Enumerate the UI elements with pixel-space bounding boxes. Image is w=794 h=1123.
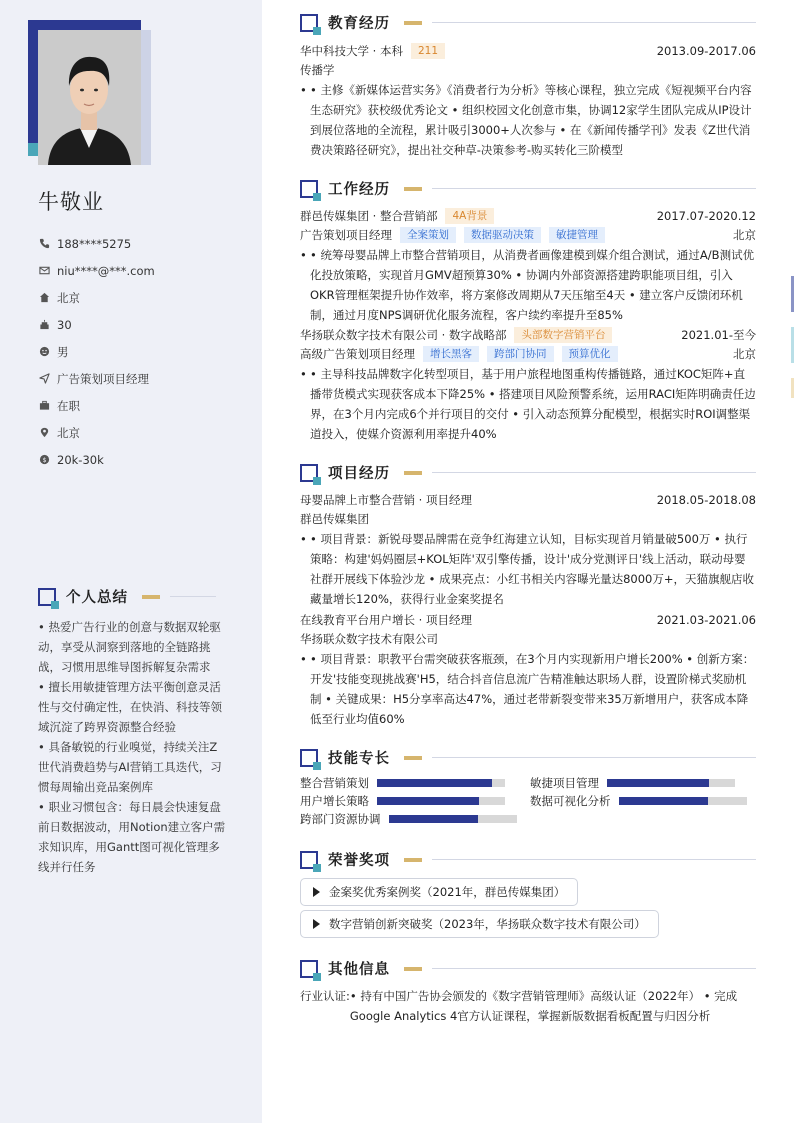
other-title: 其他信息 [328,962,390,978]
section-square-icon [300,749,318,767]
heading-gold-bar [404,756,422,760]
work-description: • • 统筹母婴品牌上市整合营销项目，从消费者画像建模到媒介组合测试，通过A/B测试优化投放策略，实现首月GMV超预算30% • 协调内外部资源搭建跨职能项目组，引入OKR管理框架提升协作效率，将方案修改周期从7天压缩至4天 • 建立客户反馈闭环机制，通过月度NPS调研优化服务流程，客户续约率提升至85% [300,245,756,325]
skills-heading [300,747,756,768]
award-item[interactable] [300,910,659,938]
home-icon [38,292,50,304]
svg-text:$: $ [41,455,47,464]
info-text: 广告策划项目经理 [57,371,149,386]
skill-level-fill [619,797,709,805]
play-triangle-icon [313,919,320,929]
other-info [300,986,756,1026]
info-email [38,257,155,284]
info-text: 30 [57,317,72,332]
skill-tag: 增长黑客 [423,346,479,362]
skill-level-bar [619,797,747,805]
work-city: 北京 [733,227,756,242]
other-key: 行业认证: [300,989,350,1003]
info-salary [38,446,155,473]
section-square-icon [38,588,56,606]
heading-divider [170,596,216,597]
heading-divider [432,472,756,473]
skill-tag: 数据驱动决策 [464,227,541,243]
info-phone [38,230,155,257]
awards-heading [300,849,756,870]
project-org: 群邑传媒集团 [300,511,369,526]
project-entry [300,610,756,729]
skill-level-bar [377,797,505,805]
skill-level-fill [377,797,479,805]
sidebar [0,0,262,1123]
summary-heading [38,586,216,607]
info-age [38,311,155,338]
info-text: 北京 [57,290,80,305]
skill-level-bar [389,815,517,823]
summary-item: • 擅长用敏捷管理方法平衡创意灵活性与交付确定性，在快消、科技等领域沉淀了跨界资源整合经验 [38,680,222,734]
skill-level-bar [607,779,735,787]
profile-photo [38,30,141,165]
company-name: 群邑传媒集团 · 整合营销部 [300,208,438,223]
skill-level-fill [607,779,709,787]
contact-info-list [38,230,155,473]
heading-gold-bar [142,595,160,599]
other-value: • 持有中国广告协会颁发的《数字营销管理师》高级认证（2022年） • 完成Google Analytics 4官方认证课程，掌握新版数据看板配置与归因分析 [349,989,738,1023]
project-name: 母婴品牌上市整合营销 · 项目经理 [300,492,472,507]
phone-icon [38,238,50,250]
info-target-city [38,419,155,446]
project-org: 华扬联众数字技术有限公司 [300,631,438,646]
skill-level-bar [377,779,505,787]
project-entry [300,490,756,609]
award-text: 数字营销创新突破奖（2023年，华扬联众数字技术有限公司） [329,917,646,931]
gender-icon [38,346,50,358]
info-status [38,392,155,419]
skill-item [530,793,747,809]
skill-item [530,775,735,791]
project-description: • • 项目背景：新锐母婴品牌需在竞争红海建立认知，目标实现首月销量破500万 • 执行策略：构建'妈妈圈层+KOL矩阵'双引擎传播，设计'成分党测评日'线上活动，联动母婴社群开展线下体验沙龙 • 成果亮点：小红书相关内容曝光量达8000万+，天猫旗舰店收藏量增长120%，获得行业金案奖提名 [300,529,756,609]
summary-item: • 热爱广告行业的创意与数据双轮驱动，享受从洞察到落地的全链路挑战，习惯用思维导图拆解复杂需求 [38,620,221,674]
salary-icon [38,454,50,466]
skill-item [300,775,505,791]
work-entry [300,206,756,325]
work-title: 工作经历 [328,182,390,198]
skill-name: 整合营销策划 [300,776,369,790]
heading-gold-bar [404,967,422,971]
photo-corner-accent [28,143,38,156]
heading-gold-bar [404,187,422,191]
heading-gold-bar [404,21,422,25]
major: 传播学 [300,62,335,77]
candidate-name: 牛敬业 [38,190,104,214]
info-gender [38,338,155,365]
heading-divider [432,757,756,758]
location-icon [38,427,50,439]
school-tag: 211 [411,43,445,59]
section-square-icon [300,180,318,198]
cake-icon [38,319,50,331]
project-name: 在线教育平台用户增长 · 项目经理 [300,612,472,627]
summary-list [38,617,228,877]
work-period: 2017.07-2020.12 [656,208,756,223]
heading-divider [432,22,756,23]
heading-divider [432,188,756,189]
skill-name: 用户增长策略 [300,794,369,808]
skill-item [300,811,517,827]
mail-icon [38,265,50,277]
other-heading [300,958,756,979]
education-description: • • 主修《新媒体运营实务》《消费者行为分析》等核心课程，独立完成《短视频平台内容生态研究》获校级优秀论文 • 组织校园文化创意市集，协调12家学生团队完成从IP设计到展位落地的全流程，累计吸引3000+人次参与 • 在《新闻传播学刊》发表《Z世代消费决策路径研究》，提出社交种草-决策参考-购买转化三阶模型 [300,80,756,160]
skill-item [300,793,505,809]
play-triangle-icon [313,887,320,897]
summary-item: • 职业习惯包含：每日晨会快速复盘前日数据波动，用Notion建立客户需求知识库，用Gantt图可视化管理多线并行任务 [38,800,226,874]
project-description: • • 项目背景：职教平台需突破获客瓶颈，在3个月内实现新用户增长200% • 创新方案：开发'技能变现挑战赛'H5，结合抖音信息流广告精准触达职场人群，设置阶梯式奖励机制 • 关键成果：H5分享率高达47%，通过老带新裂变带来35万新增用户，获客成本降低至行业均值60% [300,649,756,729]
work-description: • • 主导科技品牌数字化转型项目，基于用户旅程地图重构传播链路，通过KOC矩阵+直播带货模式实现获客成本下降25% • 搭建项目风险预警系统，运用RACI矩阵明确责任边界，在3个月内完成6个并行项目的交付 • 引入动态预算分配模型，根据实时ROI调整渠道投入，使媒介资源利用率提升40% [300,364,756,444]
section-square-icon [300,960,318,978]
company-tag: 头部数字营销平台 [514,327,612,343]
work-city: 北京 [733,346,756,361]
project-period: 2018.05-2018.08 [656,492,756,507]
heading-divider [432,859,756,860]
info-residence [38,284,155,311]
project-period: 2021.03-2021.06 [656,612,756,627]
section-square-icon [300,14,318,32]
send-icon [38,373,50,385]
skill-name: 数据可视化分析 [530,794,611,808]
education-heading [300,12,756,33]
skill-level-fill [377,779,492,787]
info-text: 在职 [57,398,80,413]
work-period: 2021.01-至今 [681,327,756,342]
skill-name: 敏捷项目管理 [530,776,599,790]
company-name: 华扬联众数字技术有限公司 · 数字战略部 [300,327,507,342]
heading-gold-bar [404,858,422,862]
info-text: niu****@***.com [57,263,155,278]
skill-name: 跨部门资源协调 [300,812,381,826]
briefcase-icon [38,400,50,412]
company-tag: 4A背景 [445,208,494,224]
work-entry [300,325,756,444]
projects-heading [300,462,756,483]
skill-tag: 全案策划 [400,227,456,243]
awards-title: 荣誉奖项 [328,853,390,869]
heading-divider [432,968,756,969]
skills-title: 技能专长 [328,751,390,767]
info-target-position [38,365,155,392]
education-entry [300,41,756,160]
education-period: 2013.09-2017.06 [656,43,756,58]
summary-title: 个人总结 [66,590,128,606]
education-title: 教育经历 [328,16,390,32]
job-position: 高级广告策划项目经理 [300,346,415,361]
work-heading [300,178,756,199]
skill-level-fill [389,815,479,823]
skill-tag: 跨部门协同 [487,346,554,362]
section-square-icon [300,851,318,869]
award-text: 金案奖优秀案例奖（2021年，群邑传媒集团） [329,885,566,899]
skill-tag: 敏捷管理 [549,227,605,243]
heading-gold-bar [404,471,422,475]
summary-item: • 具备敏锐的行业嗅觉，持续关注Z世代消费趋势与AI营销工具迭代，习惯每周输出竞品案例库 [38,740,222,794]
info-text: 188****5275 [57,236,132,251]
school-name: 华中科技大学 · 本科 [300,43,403,58]
info-text: 20k-30k [57,452,104,467]
info-text: 男 [57,344,69,359]
skill-tag: 预算优化 [562,346,618,362]
section-square-icon [300,464,318,482]
job-position: 广告策划项目经理 [300,227,392,242]
projects-title: 项目经历 [328,466,390,482]
info-text: 北京 [57,425,80,440]
award-item[interactable] [300,878,578,906]
